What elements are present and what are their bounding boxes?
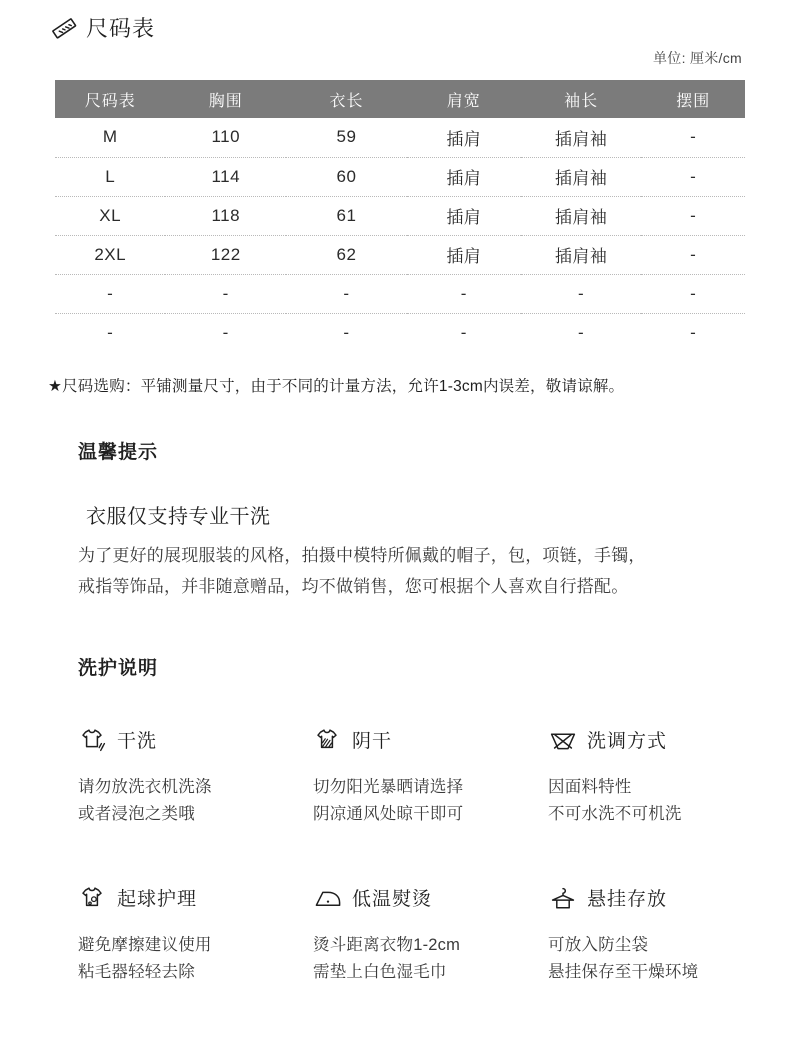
cell-length: 61 [286,196,407,235]
cell-shoulder: 插肩 [407,157,521,196]
cell-length: 60 [286,157,407,196]
care-item-desc [78,932,313,986]
care-item-desc-line-2: 阴凉通风处晾干即可 [313,805,464,823]
table-row [55,235,745,274]
care-item-title: 悬挂存放 [587,888,668,910]
care-item-desc-line-2: 需垫上白色湿毛巾 [313,963,447,981]
cell-bust: - [165,274,286,313]
care-item-desc-line-1: 请勿放洗衣机洗涤 [78,778,212,796]
table-row [55,196,745,235]
size-chart-table [55,80,745,352]
care-item-dry-clean [78,726,313,828]
tips-subheading: 衣服仅支持专业干洗 [86,506,271,528]
column-header-bust: 胸围 [165,80,286,118]
care-item-desc-line-1: 切勿阳光暴晒请选择 [313,778,464,796]
care-item-hanging-storage [548,884,778,986]
column-header-sleeve: 袖长 [521,80,642,118]
care-item-head [313,726,548,756]
tips-body-line-1: 为了更好的展现服装的风格，拍摄中模特所佩戴的帽子，包，项链，手镯， [78,546,646,565]
care-item-title: 干洗 [117,730,158,752]
care-item-head [548,884,778,914]
cell-bust: - [165,313,286,352]
no-wash-basin-icon [548,728,578,754]
column-header-hem: 摆围 [641,80,745,118]
cell-shoulder: 插肩 [407,196,521,235]
ruler-icon [52,16,78,42]
cell-hem: - [641,274,745,313]
cell-length: - [286,313,407,352]
cell-shoulder: 插肩 [407,118,521,157]
table-row [55,274,745,313]
care-item-pilling-care [78,884,313,986]
care-item-desc-line-1: 避免摩擦建议使用 [78,936,212,954]
tips-body-line-2: 戒指等饰品，并非随意赠品，均不做销售，您可根据个人喜欢自行搭配。 [78,577,629,596]
care-item-head [548,726,778,756]
hanger-storage-icon [548,886,578,912]
column-header-shoulder: 肩宽 [407,80,521,118]
care-item-desc [313,932,548,986]
cell-shoulder: - [407,313,521,352]
cell-shoulder: - [407,274,521,313]
care-item-desc [78,774,313,828]
cell-size: L [55,157,165,196]
care-item-desc-line-1: 因面料特性 [548,778,632,796]
care-item-head [78,726,313,756]
cell-sleeve: 插肩袖 [521,157,642,196]
cell-size: - [55,313,165,352]
cell-hem: - [641,196,745,235]
care-item-desc-line-2: 或者浸泡之类哦 [78,805,195,823]
care-instructions-grid [78,726,778,986]
cell-bust: 122 [165,235,286,274]
care-item-desc [548,932,778,986]
table-row [55,118,745,157]
tips-heading: 温馨提示 [78,442,159,463]
cell-size: - [55,274,165,313]
care-item-desc-line-2: 不可水洗不可机洗 [548,805,682,823]
care-item-desc-line-2: 悬挂保存至干燥环境 [548,963,699,981]
care-item-desc-line-1: 烫斗距离衣物1-2cm [313,936,461,954]
cell-bust: 114 [165,157,286,196]
care-item-title: 洗调方式 [587,730,668,752]
care-heading: 洗护说明 [78,658,159,679]
cell-length: 59 [286,118,407,157]
care-item-title: 阴干 [352,730,393,752]
shade-dry-shirt-icon [313,728,343,754]
care-item-desc [313,774,548,828]
column-header-size: 尺码表 [55,80,165,118]
care-item-head [313,884,548,914]
care-item-low-heat-iron [313,884,548,986]
size-chart-title-text: 尺码表 [86,16,156,41]
care-item-head [78,884,313,914]
care-item-shade-dry [313,726,548,828]
cell-length: 62 [286,235,407,274]
size-chart-unit-note: 单位: 厘米/cm [652,50,742,66]
care-item-title: 起球护理 [117,888,198,910]
cell-sleeve: 插肩袖 [521,118,642,157]
cell-sleeve: 插肩袖 [521,196,642,235]
cell-hem: - [641,313,745,352]
cell-hem: - [641,235,745,274]
cell-size: 2XL [55,235,165,274]
cell-hem: - [641,157,745,196]
size-chart-footnote: ★尺码选购：平铺测量尺寸，由于不同的计量方法，允许1-3cm内误差，敬请谅解。 [48,378,625,395]
table-row [55,313,745,352]
low-heat-iron-icon [313,886,343,912]
care-item-desc [548,774,778,828]
cell-sleeve: - [521,313,642,352]
care-item-title: 低温熨烫 [352,888,433,910]
cell-size: XL [55,196,165,235]
cell-bust: 110 [165,118,286,157]
cell-sleeve: 插肩袖 [521,235,642,274]
table-header-row [55,80,745,118]
cell-bust: 118 [165,196,286,235]
care-item-wash-method [548,726,778,828]
table-row [55,157,745,196]
cell-hem: - [641,118,745,157]
cell-length: - [286,274,407,313]
dry-clean-shirt-icon [78,728,108,754]
cell-sleeve: - [521,274,642,313]
column-header-length: 衣长 [286,80,407,118]
pilling-care-shirt-icon [78,886,108,912]
size-chart-title [52,16,155,42]
tips-body [78,540,768,602]
care-item-desc-line-1: 可放入防尘袋 [548,936,649,954]
care-item-desc-line-2: 粘毛器轻轻去除 [78,963,195,981]
cell-shoulder: 插肩 [407,235,521,274]
cell-size: M [55,118,165,157]
